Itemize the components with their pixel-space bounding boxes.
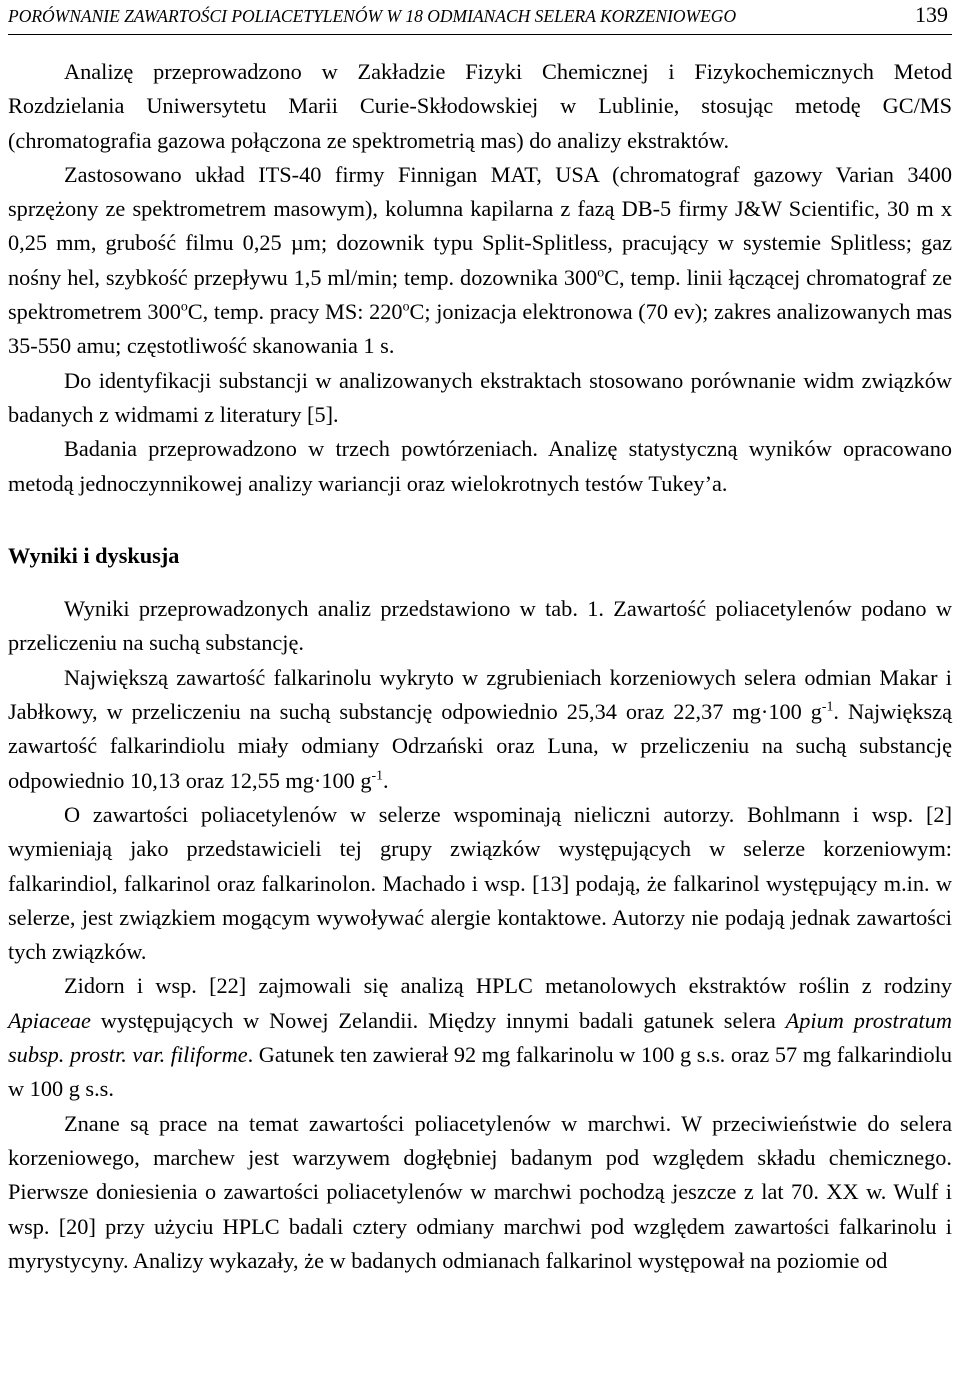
methods-p1-text: Analizę przeprowadzono w Zakładzie Fizyki Chemicznej i Fizykochemicznych Metod Rozdzielania Uniwersytetu Marii Curie-Skłodowskiej w Lublinie, stosując metodę GC/MS (chromatografia gazowa połączona ze spektrometrią mas) do analizy ekstraktów. — [8, 59, 952, 153]
methods-p3-text: Do identyfikacji substancji w analizowanych ekstraktach stosowano porównanie widm związków badanych z widmami z literatury [5]. — [8, 367, 952, 427]
exponent-superscript: -1 — [371, 767, 384, 783]
methods-paragraph-4 — [8, 432, 952, 501]
methods-p2-text-a: Zastosowano układ ITS-40 firmy Finnigan MAT, USA (chromatograf gazowy Varian 3400 sprzężony ze spektrometrem masowym), kolumna kapilarna z fazą DB-5 firmy J&W Scientific, 30 m x 0,25 mm, grubość filmu 0,25 µm; dozownik typu Split-Splitless, pracujący w systemie Splitless; gaz nośny hel, szybkość przepływu 1,5 ml/min; temp. dozownika 300 — [8, 161, 952, 290]
results-p5-text: Znane są prace na temat zawartości poliacetylenów w marchwi. W przeciwieństwie do selera korzeniowego, marchew jest warzywem dogłębniej badanym pod względem składu chemicznego. Pierwsze doniesienia o zawartości poliacetylenów w marchwi pochodzą jeszcze z lat 70. XX w. Wulf i wsp. [20] przy użyciu HPLC badali cztery odmiany marchwi pod względem zawartości falkarinolu i myrystycyny. Analizy wykazały, że w badanych odmianach falkarinol występował na poziomie od — [8, 1110, 952, 1273]
results-paragraph-3 — [8, 798, 952, 969]
degree-superscript: o — [597, 264, 605, 280]
degree-superscript: o — [402, 298, 410, 314]
methods-p2-text-c: C, temp. pracy MS: 220 — [187, 299, 403, 325]
results-paragraph-5 — [8, 1107, 952, 1278]
results-p3-text: O zawartości poliacetylenów w selerze wspominają nieliczni autorzy. Bohlmann i wsp. [2] wymieniają jako przedstawicieli tej grupy związków występujących w selerze korzeniowym: falkarindiol, falkarinol oraz falkarinolon. Machado i wsp. [13] podają, że falkarinol występujący m.in. w selerze, jest związkiem mogącym wywoływać alergie kontaktowe. Autorzy nie podają jednak zawartości tych związków. — [8, 801, 952, 965]
page-number: 139 — [915, 2, 948, 27]
methods-p2-text-d: C; jonizacja elektronowa (70 ev); zakres analizowanych mas 35-550 amu; częstotliwość skanowania 1 s. — [8, 299, 953, 359]
methods-p2-text-b: C, temp. linii łączącej chromatograf ze spektrometrem 300 — [8, 264, 952, 325]
body-text — [8, 55, 952, 1278]
taxon-name: Apium prostratum subsp. prostr. var. filiforme — [8, 1007, 952, 1068]
results-p2-text-c: . — [383, 767, 389, 793]
taxon-name: Apiaceae — [8, 1007, 91, 1033]
methods-paragraph-3 — [8, 364, 952, 433]
results-paragraph-1 — [8, 592, 952, 661]
degree-superscript: o — [180, 298, 188, 314]
results-p4-text-b: występujących w Nowej Zelandii. Między innymi badali gatunek selera — [90, 1007, 786, 1033]
results-p1-text: Wyniki przeprowadzonych analiz przedstawiono w tab. 1. Zawartość poliacetylenów podano w przeliczeniu na suchą substancję. — [8, 596, 952, 656]
results-p4-text-c: . Gatunek ten zawierał 92 mg falkarinolu w 100 g s.s. oraz 57 mg falkarindiolu w 100 g s.s. — [8, 1042, 952, 1102]
results-paragraph-2 — [8, 661, 952, 798]
exponent-superscript: -1 — [821, 698, 834, 714]
methods-p4-text: Badania przeprowadzono w trzech powtórzeniach. Analizę statystyczną wyników opracowano metodą jednoczynnikowej analizy wariancji oraz wielokrotnych testów Tukey’a. — [8, 436, 952, 496]
results-p2-text-a: Największą zawartość falkarinolu wykryto w zgrubieniach korzeniowych selera odmian Makar i Jabłkowy, w przeliczeniu na suchą substancję odpowiednio 25,34 oraz 22,37 mg·100 g — [8, 664, 952, 725]
methods-paragraph-2 — [8, 158, 952, 364]
results-paragraph-4 — [8, 969, 952, 1106]
results-p2-text-b: . Największą zawartość falkarindiolu miały odmiany Odrzański oraz Luna, w przeliczeniu na suchą substancję odpowiednio 10,13 oraz 12,55 mg·100 g — [8, 699, 952, 793]
methods-paragraph-1 — [8, 55, 952, 158]
running-title: PORÓWNANIE ZAWARTOŚCI POLIACETYLENÓW W 18 ODMIANACH SELERA KORZENIOWEGO — [8, 6, 737, 26]
section-heading: Wyniki i dyskusja — [8, 542, 180, 568]
results-p4-text-a: Zidorn i wsp. [22] zajmowali się analizą HPLC metanolowych ekstraktów roślin z rodziny — [64, 973, 952, 999]
running-header — [8, 0, 952, 35]
